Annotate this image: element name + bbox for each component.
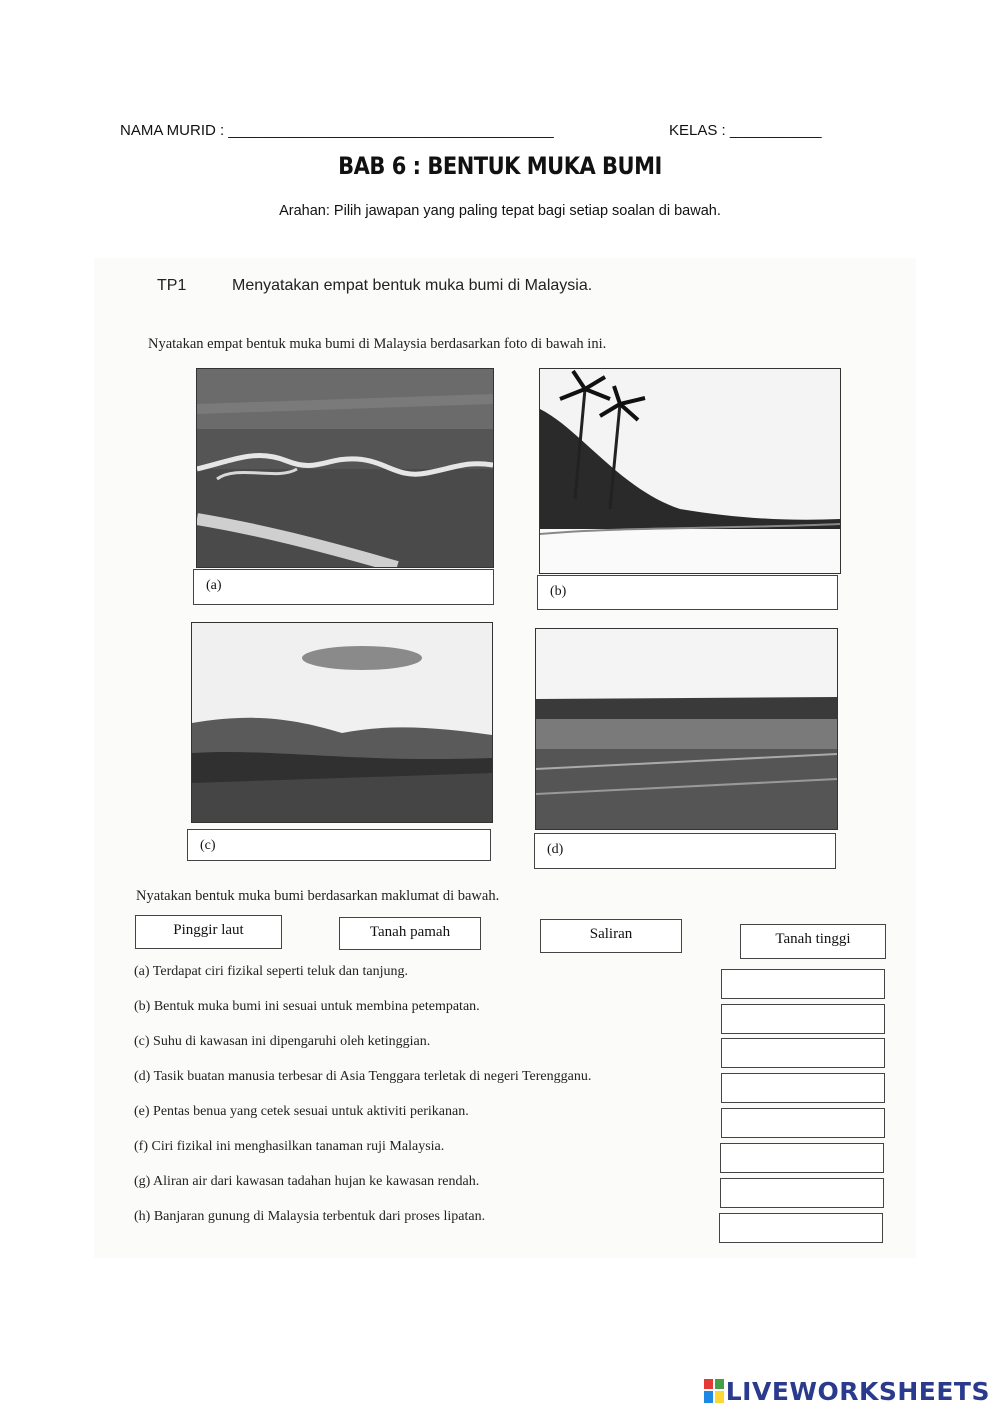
answer-input-e[interactable] xyxy=(721,1108,885,1138)
answer-input-b[interactable] xyxy=(721,1004,885,1034)
class-field xyxy=(669,122,822,139)
photo-d-lowland xyxy=(535,628,838,830)
student-name-blank: _______________________________________ xyxy=(228,122,554,139)
answer-box-a[interactable] xyxy=(193,569,494,605)
photo-a-river xyxy=(196,368,494,568)
answer-input-f[interactable] xyxy=(720,1143,884,1173)
student-name-label: NAMA MURID : xyxy=(120,122,229,139)
question-a: (a) Terdapat ciri fizikal seperti teluk dan tanjung. xyxy=(134,964,408,979)
liveworksheets-logo-icon xyxy=(704,1379,724,1403)
answer-box-b[interactable] xyxy=(537,575,838,610)
answer-label-a: (a) xyxy=(206,578,222,593)
question-d: (d) Tasik buatan manusia terbesar di Asia Tenggara terletak di negeri Terengganu. xyxy=(134,1069,592,1084)
answer-box-c[interactable] xyxy=(187,829,491,861)
instruction-text: Arahan: Pilih jawapan yang paling tepat bagi setiap soalan di bawah. xyxy=(279,203,721,219)
question-e: (e) Pentas benua yang cetek sesuai untuk aktiviti perikanan. xyxy=(134,1104,469,1119)
student-name-field xyxy=(120,122,554,139)
class-blank: ___________ xyxy=(729,122,822,139)
question-c: (c) Suhu di kawasan ini dipengaruhi oleh ketinggian. xyxy=(134,1034,431,1049)
question-h: (h) Banjaran gunung di Malaysia terbentuk dari proses lipatan. xyxy=(134,1209,486,1224)
question-g: (g) Aliran air dari kawasan tadahan hujan ke kawasan rendah. xyxy=(134,1174,480,1189)
liveworksheets-logo-text: LIVEWORKSHEETS xyxy=(725,1377,990,1406)
tp-description: Menyatakan empat bentuk muka bumi di Malaysia. xyxy=(232,277,593,294)
option-saliran: Saliran xyxy=(540,919,682,953)
section1-prompt: Nyatakan empat bentuk muka bumi di Malaysia berdasarkan foto di bawah ini. xyxy=(148,336,607,352)
class-label: KELAS : xyxy=(669,122,730,139)
answer-label-b: (b) xyxy=(550,584,567,599)
answer-input-c[interactable] xyxy=(721,1038,885,1068)
answer-input-h[interactable] xyxy=(719,1213,883,1243)
answer-label-c: (c) xyxy=(200,838,216,853)
photo-c-highland xyxy=(191,622,493,823)
option-pinggir-laut: Pinggir laut xyxy=(135,915,282,949)
answer-input-a[interactable] xyxy=(721,969,885,999)
question-f: (f) Ciri fizikal ini menghasilkan tanaman ruji Malaysia. xyxy=(134,1139,445,1154)
option-tanah-pamah: Tanah pamah xyxy=(339,917,481,950)
tp-code: TP1 xyxy=(157,277,187,294)
photo-b-beach xyxy=(539,368,841,574)
section2-prompt: Nyatakan bentuk muka bumi berdasarkan maklumat di bawah. xyxy=(136,888,500,904)
option-tanah-tinggi: Tanah tinggi xyxy=(740,924,886,959)
answer-label-d: (d) xyxy=(547,842,564,857)
liveworksheets-logo xyxy=(704,1377,990,1406)
answer-box-d[interactable] xyxy=(534,833,836,869)
question-b: (b) Bentuk muka bumi ini sesuai untuk membina petempatan. xyxy=(134,999,480,1014)
page-title: BAB 6 : BENTUK MUKA BUMI xyxy=(338,152,662,180)
answer-input-d[interactable] xyxy=(721,1073,885,1103)
answer-input-g[interactable] xyxy=(720,1178,884,1208)
